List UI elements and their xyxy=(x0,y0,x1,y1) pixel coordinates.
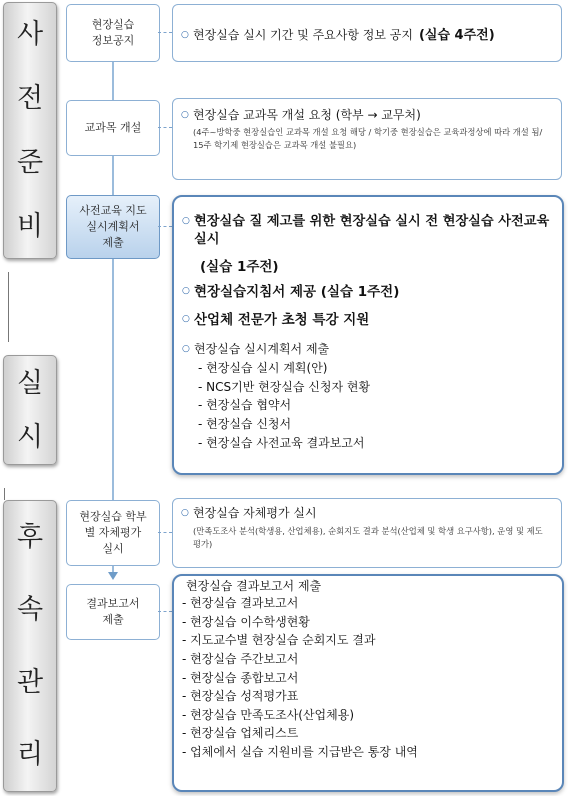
step-report-submission xyxy=(66,584,160,640)
evaluation-box xyxy=(172,498,562,568)
report-sub-item: - 업체에서 실습 지원비를 지급받은 통장 내역 xyxy=(182,744,418,759)
prep-text: 현장실습 질 제고를 위한 현장실습 실시 전 현장실습 사전교육 실시 xyxy=(194,214,550,247)
phase-follow-up xyxy=(3,500,57,792)
notice-note: (실습 4주전) xyxy=(418,28,495,43)
step-course-open xyxy=(66,100,160,156)
step-self-evaluation xyxy=(66,500,160,566)
step-label: 결과보고서 제출 xyxy=(86,597,140,626)
prep-sub-item: - 현장실습 신청서 xyxy=(198,417,292,432)
course-box xyxy=(172,98,562,180)
phase-char: 사 xyxy=(16,19,44,51)
connector-line xyxy=(158,32,172,34)
notice-text: 현장실습 실시 기간 및 주요사항 정보 공지 xyxy=(193,28,413,42)
prep-text: 현장실습 실시계획서 제출 xyxy=(194,342,330,357)
phase-char: 비 xyxy=(16,210,44,242)
prep-sub-item: - 현장실습 협약서 xyxy=(198,398,292,413)
report-sub-item: - 현장실습 결과보고서 xyxy=(182,596,299,611)
prep-item xyxy=(182,341,562,357)
eval-note: 평가) xyxy=(193,539,213,550)
arrow-down-icon xyxy=(108,572,118,580)
report-sub-item: - 지도교수별 현장실습 순회지도 결과 xyxy=(182,633,376,648)
step-label: 교과목 개설 xyxy=(84,121,142,135)
phase-char: 속 xyxy=(16,594,44,626)
circle-bullet-icon: ○ xyxy=(182,285,190,296)
phase-divider-line xyxy=(4,488,5,500)
prep-sub-item: - NCS기반 현장실습 신청자 현황 xyxy=(198,379,371,394)
eval-note: (만족도조사 분석(학생용, 산업체용), 순회지도 결과 분석(산업체 및 학생 요구사항), 운영 및 제도 xyxy=(193,526,543,537)
prep-text: 산업체 전문가 초청 특강 지원 xyxy=(194,311,370,328)
report-sub-item: - 현장실습 이수학생현황 xyxy=(182,614,310,629)
phase-char: 시 xyxy=(16,421,44,453)
phase-char: 후 xyxy=(16,521,44,553)
eval-text: 현장실습 자체평가 실시 xyxy=(193,506,317,520)
prep-sub-item: - 현장실습 사전교육 결과보고서 xyxy=(198,435,365,450)
circle-bullet-icon: ○ xyxy=(181,110,189,120)
phase-divider-line xyxy=(8,272,9,342)
prep-text: 현장실습지침서 제공 (실습 1주전) xyxy=(194,283,400,300)
course-text: 현장실습 교과목 개설 요청 (학부 → 교무처) xyxy=(193,108,421,122)
course-note: 15주 학기제 현장실습은 교과목 개설 불필요) xyxy=(193,140,357,151)
prep-note: (실습 1주전) xyxy=(200,258,279,275)
phase-char: 준 xyxy=(16,146,44,178)
report-sub-item: - 현장실습 만족도조사(산업체용) xyxy=(182,707,355,722)
step-info-notice xyxy=(66,4,160,62)
phase-char: 실 xyxy=(16,367,44,399)
circle-bullet-icon: ○ xyxy=(182,344,190,355)
prep-sub-item: - 현장실습 실시 계획(안) xyxy=(198,361,328,376)
step-label: 사전교육 지도 실시계획서 제출 xyxy=(79,204,147,249)
circle-bullet-icon: ○ xyxy=(181,30,189,40)
report-item: 현장실습 결과보고서 제출 xyxy=(186,579,322,593)
notice-item xyxy=(181,27,561,45)
course-note: (4주~방학중 현장실습인 교과목 개설 요청 해당 / 학기중 현장실습은 교육과정상에 따라 개설 됨/ xyxy=(193,127,543,138)
phase-preparation xyxy=(3,2,57,259)
circle-bullet-icon: ○ xyxy=(182,216,190,226)
preparation-box xyxy=(172,195,564,475)
course-item xyxy=(181,107,561,123)
notice-box xyxy=(172,4,562,62)
report-sub-item: - 현장실습 성적평가표 xyxy=(182,689,299,704)
connector-line xyxy=(158,611,172,613)
circle-bullet-icon: ○ xyxy=(181,508,189,518)
report-sub-item: - 현장실습 종합보고서 xyxy=(182,670,299,685)
phase-char: 전 xyxy=(16,83,44,115)
connector-line xyxy=(158,226,172,228)
report-sub-item: - 현장실습 주간보고서 xyxy=(182,651,299,666)
connector-line xyxy=(158,127,172,129)
connector-line xyxy=(158,532,172,534)
report-box xyxy=(172,574,564,792)
step-label: 현장실습 정보공지 xyxy=(91,18,135,47)
phase-char: 관 xyxy=(16,666,44,698)
circle-bullet-icon: ○ xyxy=(182,313,190,324)
phase-char: 리 xyxy=(16,739,44,771)
phase-execution xyxy=(3,355,57,465)
report-sub-item: - 현장실습 업체리스트 xyxy=(182,726,299,741)
step-plan-submission xyxy=(66,195,160,259)
prep-item xyxy=(182,213,562,249)
eval-item xyxy=(181,505,561,521)
prep-item xyxy=(182,283,562,301)
step-label: 현장실습 학부 별 자체평가 실시 xyxy=(79,510,147,555)
prep-item xyxy=(182,311,562,329)
